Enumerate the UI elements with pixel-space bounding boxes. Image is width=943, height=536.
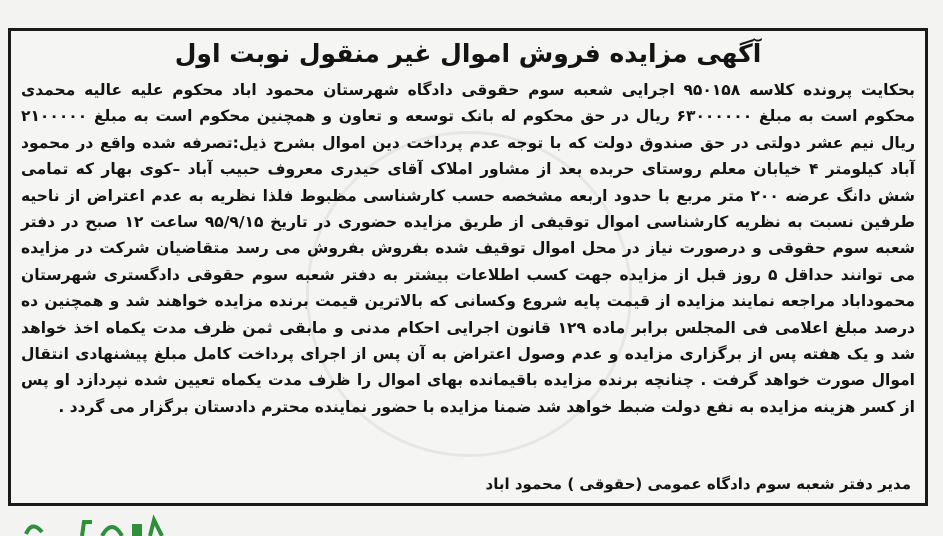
auction-notice [8,28,928,506]
notice-title: آگهی مزایده فروش اموال غیر منقول نوبت اول [174,39,762,68]
notice-paragraph: بحکایت پرونده کلاسه ۹۵۰۱۵۸ اجرایی شعبه سوم حقوقی دادگاه شهرستان محمود اباد محکوم علیه عالیه محمدی محکوم است به مبلغ ۶۳۰۰۰۰۰۰ ریال در حق محکوم له بانک توسعه و تعاون و همچنین محکوم است به مبلغ ۲۱۰۰۰۰۰ ریال نیم عشر دولتی در حق صندوق دولت که با توجه عدم پرداخت دین اموال بشرح ذیل:تصرفه شده واقع در محمود آباد کیلومتر ۴ خیابان معلم روستای حربده بعد از مشاور املاک آقای حیدری معروف حبیب آباد –کوی بهار که تمامی شش دانگ عرضه ۲۰۰ متر مربع با حدود اربعه مشخصه حسب کارشناسی مظبوط فلذا نظریه به عدم اعتراض از ناحیه طرفین نسبت به نظریه کارشناسی اموال توقیفی از طریق مزایده حضوری در تاریخ ۹۵/۹/۱۵ ساعت ۱۲ صبح در دفتر شعبه سوم حقوقی و درصورت نیاز در محل اموال توقیف شده بفروش بفروش می رسد متقاضیان شرکت در مزایده می توانند حداقل ۵ روز قبل از مزایده جهت کسب اطلاعات بیشتر به دفتر شعبه سوم حقوقی دادگستری شهرستان محموداباد مراجعه نمایند مزایده از قیمت پایه شروع وکسانی که بالاترین قیمت برنده مزایده خواهند شد و همچنین ده درصد مبلغ اعلامی فی المجلس برابر ماده ۱۲۹ قانون اجرایی احکام مدنی و مابقی ثمن ظرف مدت یکماه اخذ خواهد شد و یک هفته پس از برگزاری مزایده و عدم وصول اعتراض به آن پس از اجرای پرداخت کامل مبلغ پیشنهادی انتقال اموال صورت خواهد گرفت . چنانچه برنده مزایده باقیمانده بهای اموال را ظرف مدت یکماه تعیین شده نپردازد او پس از کسر هزینه مزایده به نفع دولت ضبط خواهد شد ضمنا مزایده با حضور نماینده محترم دادستان برگزار می گردد . [21,81,916,416]
notice-signature: مدیر دفتر شعبه سوم دادگاه عمومی (حقوقی ) محمود اباد [485,475,911,493]
notice-body [21,77,915,420]
cropped-next-item-fragment [22,514,182,536]
